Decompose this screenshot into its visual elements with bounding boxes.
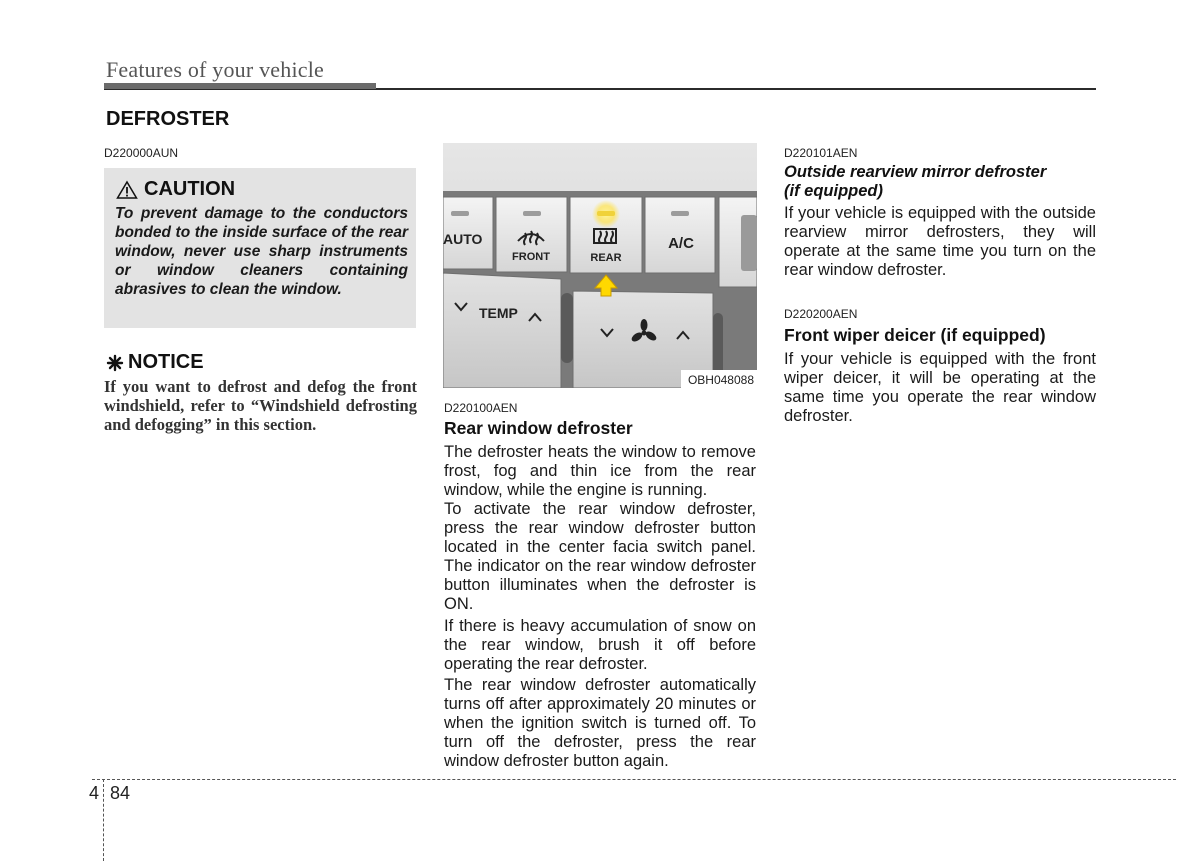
control-panel-photo	[443, 143, 757, 388]
footer-rule	[92, 779, 1176, 780]
photo-code: OBH048088	[687, 373, 754, 387]
section-code: D220000AUN	[104, 146, 179, 160]
rear-button-label: REAR	[590, 252, 622, 264]
caution-header	[116, 178, 235, 201]
caution-title: CAUTION	[144, 178, 236, 200]
wiper-deicer-heading: Front wiper deicer (if equipped)	[784, 325, 1046, 345]
control-panel-illustration	[443, 143, 757, 388]
rear-defroster-paragraph: To activate the rear window defroster, press the rear window defroster button located in the center facia switch panel. The indicator on the rear window defroster button illuminates when the defroster is ON.	[444, 500, 756, 613]
ac-button-label: A/C	[668, 235, 694, 252]
mirror-defroster-heading-line: (if equipped)	[784, 182, 883, 200]
section-code: D220200AEN	[784, 307, 858, 321]
notice-star-icon	[106, 354, 124, 372]
rear-defroster-heading: Rear window defroster	[444, 418, 633, 438]
mirror-defroster-heading-line: Outside rearview mirror defroster	[784, 163, 1047, 181]
footer-divider	[103, 779, 104, 861]
page-title: DEFROSTER	[106, 108, 230, 130]
rear-defroster-paragraph: The rear window defroster automatically turns off after approximately 20 minutes or when the ignition switch is turned off. To turn off the defroster, press the rear window defroster button again.	[444, 676, 756, 770]
rear-defroster-paragraph: If there is heavy accumulation of snow on the rear window, brush it off before operating the rear defroster.	[444, 617, 756, 673]
notice-text: If you want to defrost and defog the front windshield, refer to “Windshield defrosting and defogging” in this section.	[104, 377, 417, 434]
wiper-deicer-paragraph: If your vehicle is equipped with the front wiper deicer, it will be operating at the same time you operate the rear window defroster.	[784, 350, 1096, 425]
section-header: Features of your vehicle	[106, 57, 325, 82]
rear-defroster-paragraph: The defroster heats the window to remove frost, fog and thin ice from the rear window, while the engine is running.	[444, 443, 756, 499]
temp-label: TEMP	[479, 305, 518, 321]
notice-header	[106, 351, 204, 374]
front-button-label: FRONT	[512, 251, 550, 263]
chapter-number: 4	[89, 783, 100, 803]
caution-text: To prevent damage to the conductors bonded to the inside surface of the rear window, never use sharp instruments or window cleaners containing abrasives to clean the window.	[115, 205, 408, 298]
notice-title: NOTICE	[128, 351, 204, 373]
section-code: D220100AEN	[444, 401, 518, 415]
section-code: D220101AEN	[784, 146, 858, 160]
header-rule-accent	[104, 83, 376, 89]
page-number: 84	[110, 783, 131, 803]
auto-button-label: AUTO	[443, 231, 483, 247]
mirror-defroster-heading	[784, 163, 1046, 201]
mirror-defroster-paragraph: If your vehicle is equipped with the outside rearview mirror defrosters, they will operate at the same time you turn on the rear window defroster.	[784, 204, 1096, 279]
warning-icon	[116, 180, 138, 200]
